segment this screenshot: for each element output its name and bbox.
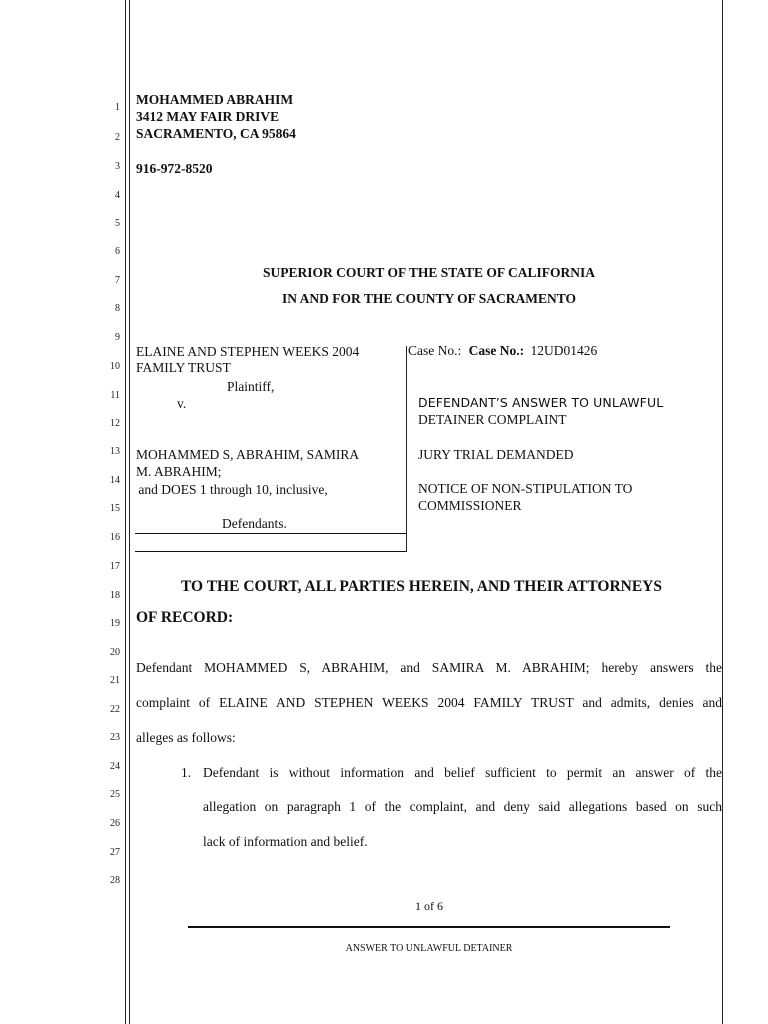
- left-margin-rule-2: [129, 0, 130, 1024]
- line-number: 14: [110, 475, 120, 486]
- line-number: 10: [110, 361, 120, 372]
- defendant-role: Defendants.: [222, 516, 287, 531]
- line-number: 20: [110, 647, 120, 658]
- line-number: 18: [110, 590, 120, 601]
- party-name: MOHAMMED ABRAHIM: [136, 92, 294, 107]
- line-number: 21: [110, 675, 120, 686]
- line-number: 6: [115, 246, 120, 257]
- line-number: 28: [110, 875, 120, 886]
- line-number: 3: [115, 161, 120, 172]
- case-number-value: 12UD01426: [530, 343, 598, 358]
- document-title-line1: DEFENDANT’S ANSWER TO UNLAWFUL: [418, 395, 664, 410]
- footer-rule: [188, 926, 670, 928]
- court-title-line1: SUPERIOR COURT OF THE STATE OF CALIFORNIA: [262, 265, 596, 280]
- court-title-line2: IN AND FOR THE COUNTY OF SACRAMENTO: [281, 291, 577, 306]
- caption-rule-1: [135, 533, 407, 534]
- footer-title: ANSWER TO UNLAWFUL DETAINER: [345, 943, 513, 954]
- item1-number: 1.: [181, 765, 192, 780]
- case-number: [408, 342, 597, 359]
- line-number: 23: [110, 732, 120, 743]
- item1-line2: allegation on paragraph 1 of the complaint, and deny said allegations based on such: [203, 799, 722, 814]
- plaintiff-name-line1: ELAINE AND STEPHEN WEEKS 2004: [136, 344, 360, 359]
- line-number: 7: [115, 275, 120, 286]
- plaintiff-name-line2: FAMILY TRUST: [136, 360, 231, 375]
- line-number: 9: [115, 332, 120, 343]
- line-number: 16: [110, 532, 120, 543]
- intro-line2: complaint of ELAINE AND STEPHEN WEEKS 2004 FAMILY TRUST and admits, denies and: [136, 695, 722, 710]
- defendant-name-line3: and DOES 1 through 10, inclusive,: [135, 482, 328, 497]
- line-number: 15: [110, 503, 120, 514]
- caption-divider-vertical: [406, 346, 407, 552]
- notice-line1: NOTICE OF NON-STIPULATION TO: [418, 481, 633, 496]
- line-number: 8: [115, 303, 120, 314]
- intro-line3: alleges as follows:: [136, 730, 236, 745]
- line-number: 5: [115, 218, 120, 229]
- line-number: 12: [110, 418, 120, 429]
- line-number: 4: [115, 190, 120, 201]
- party-address-line1: 3412 MAY FAIR DRIVE: [136, 109, 280, 124]
- line-number: 25: [110, 789, 120, 800]
- case-number-prefix: Case No.:: [408, 343, 462, 358]
- line-number: 11: [110, 390, 120, 401]
- defendant-name-line2: M. ABRAHIM;: [136, 464, 222, 479]
- party-phone: 916-972-8520: [136, 161, 213, 176]
- notice-line2: COMMISSIONER: [418, 498, 522, 513]
- line-number: 24: [110, 761, 120, 772]
- versus: v.: [177, 396, 187, 411]
- right-margin-rule: [722, 0, 723, 1024]
- case-number-label: Case No.:: [468, 343, 525, 358]
- document-title-line2: DETAINER COMPLAINT: [418, 412, 567, 427]
- left-margin-rule-1: [125, 0, 126, 1024]
- intro-line1: Defendant MOHAMMED S, ABRAHIM, and SAMIRA M. ABRAHIM; hereby answers the: [136, 660, 722, 675]
- line-number: 27: [110, 847, 120, 858]
- address-heading-line1: TO THE COURT, ALL PARTIES HEREIN, AND THEIR ATTORNEYS: [181, 578, 662, 595]
- line-number: 1: [115, 102, 120, 113]
- plaintiff-role: Plaintiff,: [227, 379, 275, 394]
- line-number: 13: [110, 446, 120, 457]
- page-number: 1 of 6: [415, 899, 443, 913]
- caption-rule-2: [135, 551, 407, 552]
- line-number: 26: [110, 818, 120, 829]
- item1-line1: Defendant is without information and belief sufficient to permit an answer of the: [203, 765, 722, 780]
- defendant-name-line1: MOHAMMED S, ABRAHIM, SAMIRA: [136, 447, 360, 462]
- line-number: 17: [110, 561, 120, 572]
- line-number: 2: [115, 132, 120, 143]
- line-number: 19: [110, 618, 120, 629]
- line-number: 22: [110, 704, 120, 715]
- party-address-line2: SACRAMENTO, CA 95864: [136, 126, 296, 141]
- jury-demand: JURY TRIAL DEMANDED: [418, 447, 574, 462]
- address-heading-line2: OF RECORD:: [136, 609, 234, 626]
- item1-line3: lack of information and belief.: [203, 834, 368, 849]
